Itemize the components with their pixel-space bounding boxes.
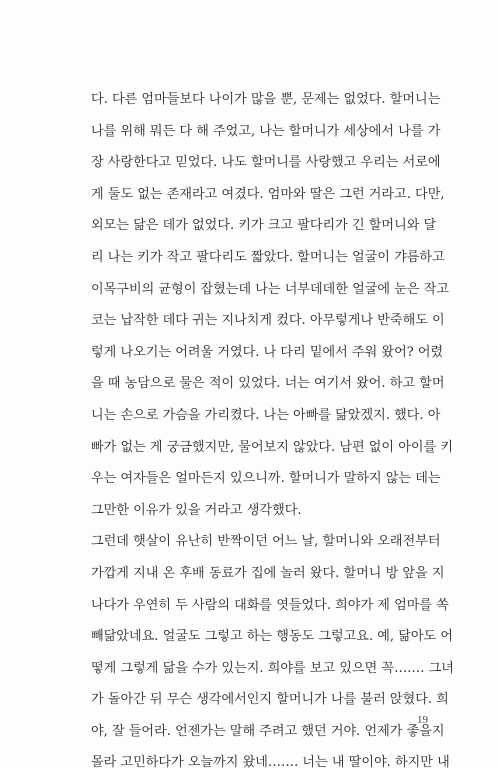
text-line: 장 사랑한다고 믿었다. 나도 할머니를 사랑했고 우리는 서로에 xyxy=(91,155,441,171)
text-line: 가깝게 지내 온 후배 동료가 집에 놀러 왔다. 할머니 방 앞을 지 xyxy=(91,565,445,581)
text-line: 그런데 햇살이 유난히 반짝이던 어느 날, 할머니와 오래전부터 xyxy=(91,534,441,550)
page-number: 19 xyxy=(417,714,428,726)
text-line: 다. 다른 엄마들보다 나이가 많을 뿐, 문제는 없었다. 할머니는 xyxy=(91,92,441,107)
text-line: 을 때 농담으로 물은 적이 있었다. 너는 여기서 왔어. 하고 할머 xyxy=(91,376,445,392)
text-line: 가 돌아간 뒤 무슨 생각에서인지 할머니가 나를 불러 앉혔다. 희 xyxy=(91,692,449,708)
text-line: 코는 납작한 데다 귀는 지나치게 컸다. 아무렇게나 반죽해도 이 xyxy=(91,313,445,329)
text-line: 몰라 고민하다가 오늘까지 왔네……. 너는 내 딸이야. 하지만 내 xyxy=(91,755,450,771)
text-line: 렇게 나오기는 어려울 거였다. 나 다리 밑에서 주워 왔어? 어렸 xyxy=(91,344,444,360)
text-line: 이목구비의 균형이 잡혔는데 나는 너부데데한 얼굴에 눈은 작고 xyxy=(91,281,449,297)
text-line: 빼닮았네요. 얼굴도 그렇고 하는 행동도 그렇고요. 예, 닮아도 어 xyxy=(91,629,453,645)
text-line: 그만한 이유가 있을 거라고 생각했다. xyxy=(91,502,302,518)
text-line: 야, 잘 들어라. 언젠가는 말해 주려고 했던 거야. 언제가 좋을지 xyxy=(91,723,445,739)
text-line: 리 나는 키가 작고 팔다리도 짧았다. 할머니는 얼굴이 갸름하고 xyxy=(91,249,445,265)
text-line: 나를 위해 뭐든 다 해 주었고, 나는 할머니가 세상에서 나를 가 xyxy=(91,123,441,139)
body-text xyxy=(91,84,454,779)
text-line: 게 둘도 없는 존재라고 여겼다. 엄마와 딸은 그런 거라고. 다만, xyxy=(91,186,445,202)
text-line: 빠가 없는 게 궁금했지만, 물어보지 않았다. 남편 없이 아이를 키 xyxy=(91,439,453,455)
text-line: 외모는 닮은 데가 없었다. 키가 크고 팔다리가 긴 할머니와 달 xyxy=(91,218,437,234)
text-line: 우는 여자들은 얼마든지 있으니까. 할머니가 말하지 않는 데는 xyxy=(91,471,441,487)
text-line: 나다가 우연히 두 사람의 대화를 엿들었다. 희야가 제 엄마를 쏙 xyxy=(91,597,449,613)
text-line: 떻게 그렇게 닮을 수가 있는지. 희야를 보고 있으면 꼭……. 그녀 xyxy=(91,660,454,676)
text-line: 니는 손으로 가슴을 가리켰다. 나는 아빠를 닮았겠지. 했다. 아 xyxy=(91,407,441,423)
